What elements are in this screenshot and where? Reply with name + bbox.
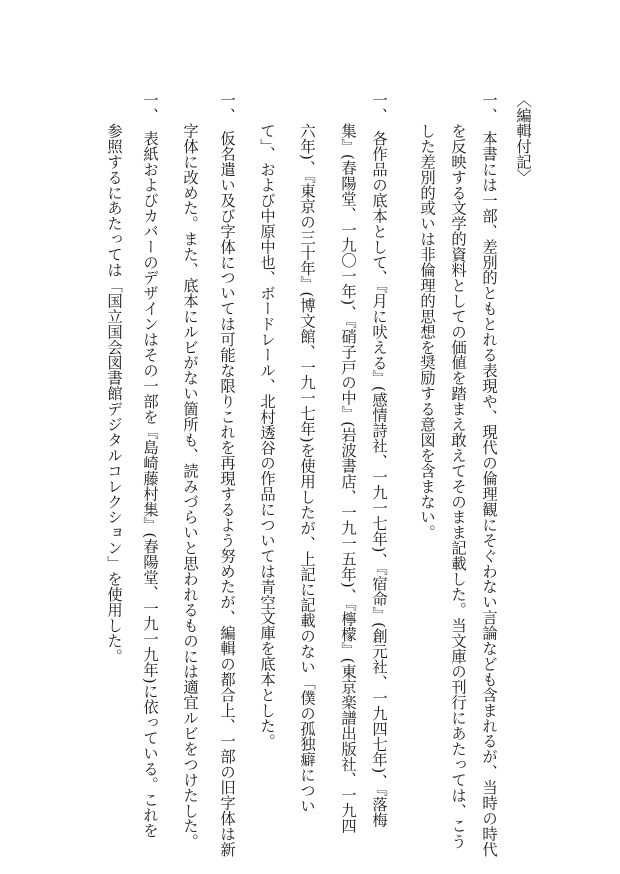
- note-2-line-1: 一、 各作品の底本として、『月に吠える』(感情詩社、一九一七年)、『宿命』(創元社、一九四七年)、『落梅: [370, 92, 388, 828]
- note-4-line-2: 参照するにあたっては「国立国会図書館デジタルコレクション」を使用した。: [105, 123, 123, 664]
- note-2-line-2: 集』(春陽堂、一九〇一年)、『硝子戸の中』(岩波書店、一九一五年)、『檸檬』(東京楽譜出版社、一九四: [339, 123, 357, 834]
- note-2-line-4: て」、および中原中也、ボードレール、北村透谷の作品については青空文庫を底本とした。: [258, 123, 276, 749]
- note-2-line-3: 六年)、『東京の三十年』(博文館、一九一七年)を使用したが、上記に記載のない「僕の孤独癖につい: [298, 123, 316, 814]
- note-3-line-2: 字体に改めた。また、底本にルビがない箇所も、読みづらいと思われるものには適宜ルビをつけたした。: [181, 123, 199, 850]
- note-4-line-1: 一、 表紙およびカバーのデザインはその一部を『島崎藤村集』(春陽堂、一九一九年)に依っている。これを: [141, 92, 159, 839]
- note-1-line-3: した差別的或いは非倫理的思想を奨励する意図を含まない。: [418, 123, 436, 541]
- note-1-line-2: を反映する文学的資料としての価値を踏まえ敢えてそのまま記載した。当文庫の刊行にあたっては、こう: [449, 123, 467, 850]
- note-3-line-1: 一、 仮名遣い及び字体については可能な限りこれを再現するよう努めたが、編輯の都合上、一部の旧字体は新: [218, 92, 236, 857]
- section-title: 〈編輯付記〉: [514, 92, 532, 185]
- note-1-line-1: 一、 本書には一部、差別的ともとれる表現や、現代の倫理観にそぐわない言論なども含まれるが、当時の時代: [480, 92, 498, 857]
